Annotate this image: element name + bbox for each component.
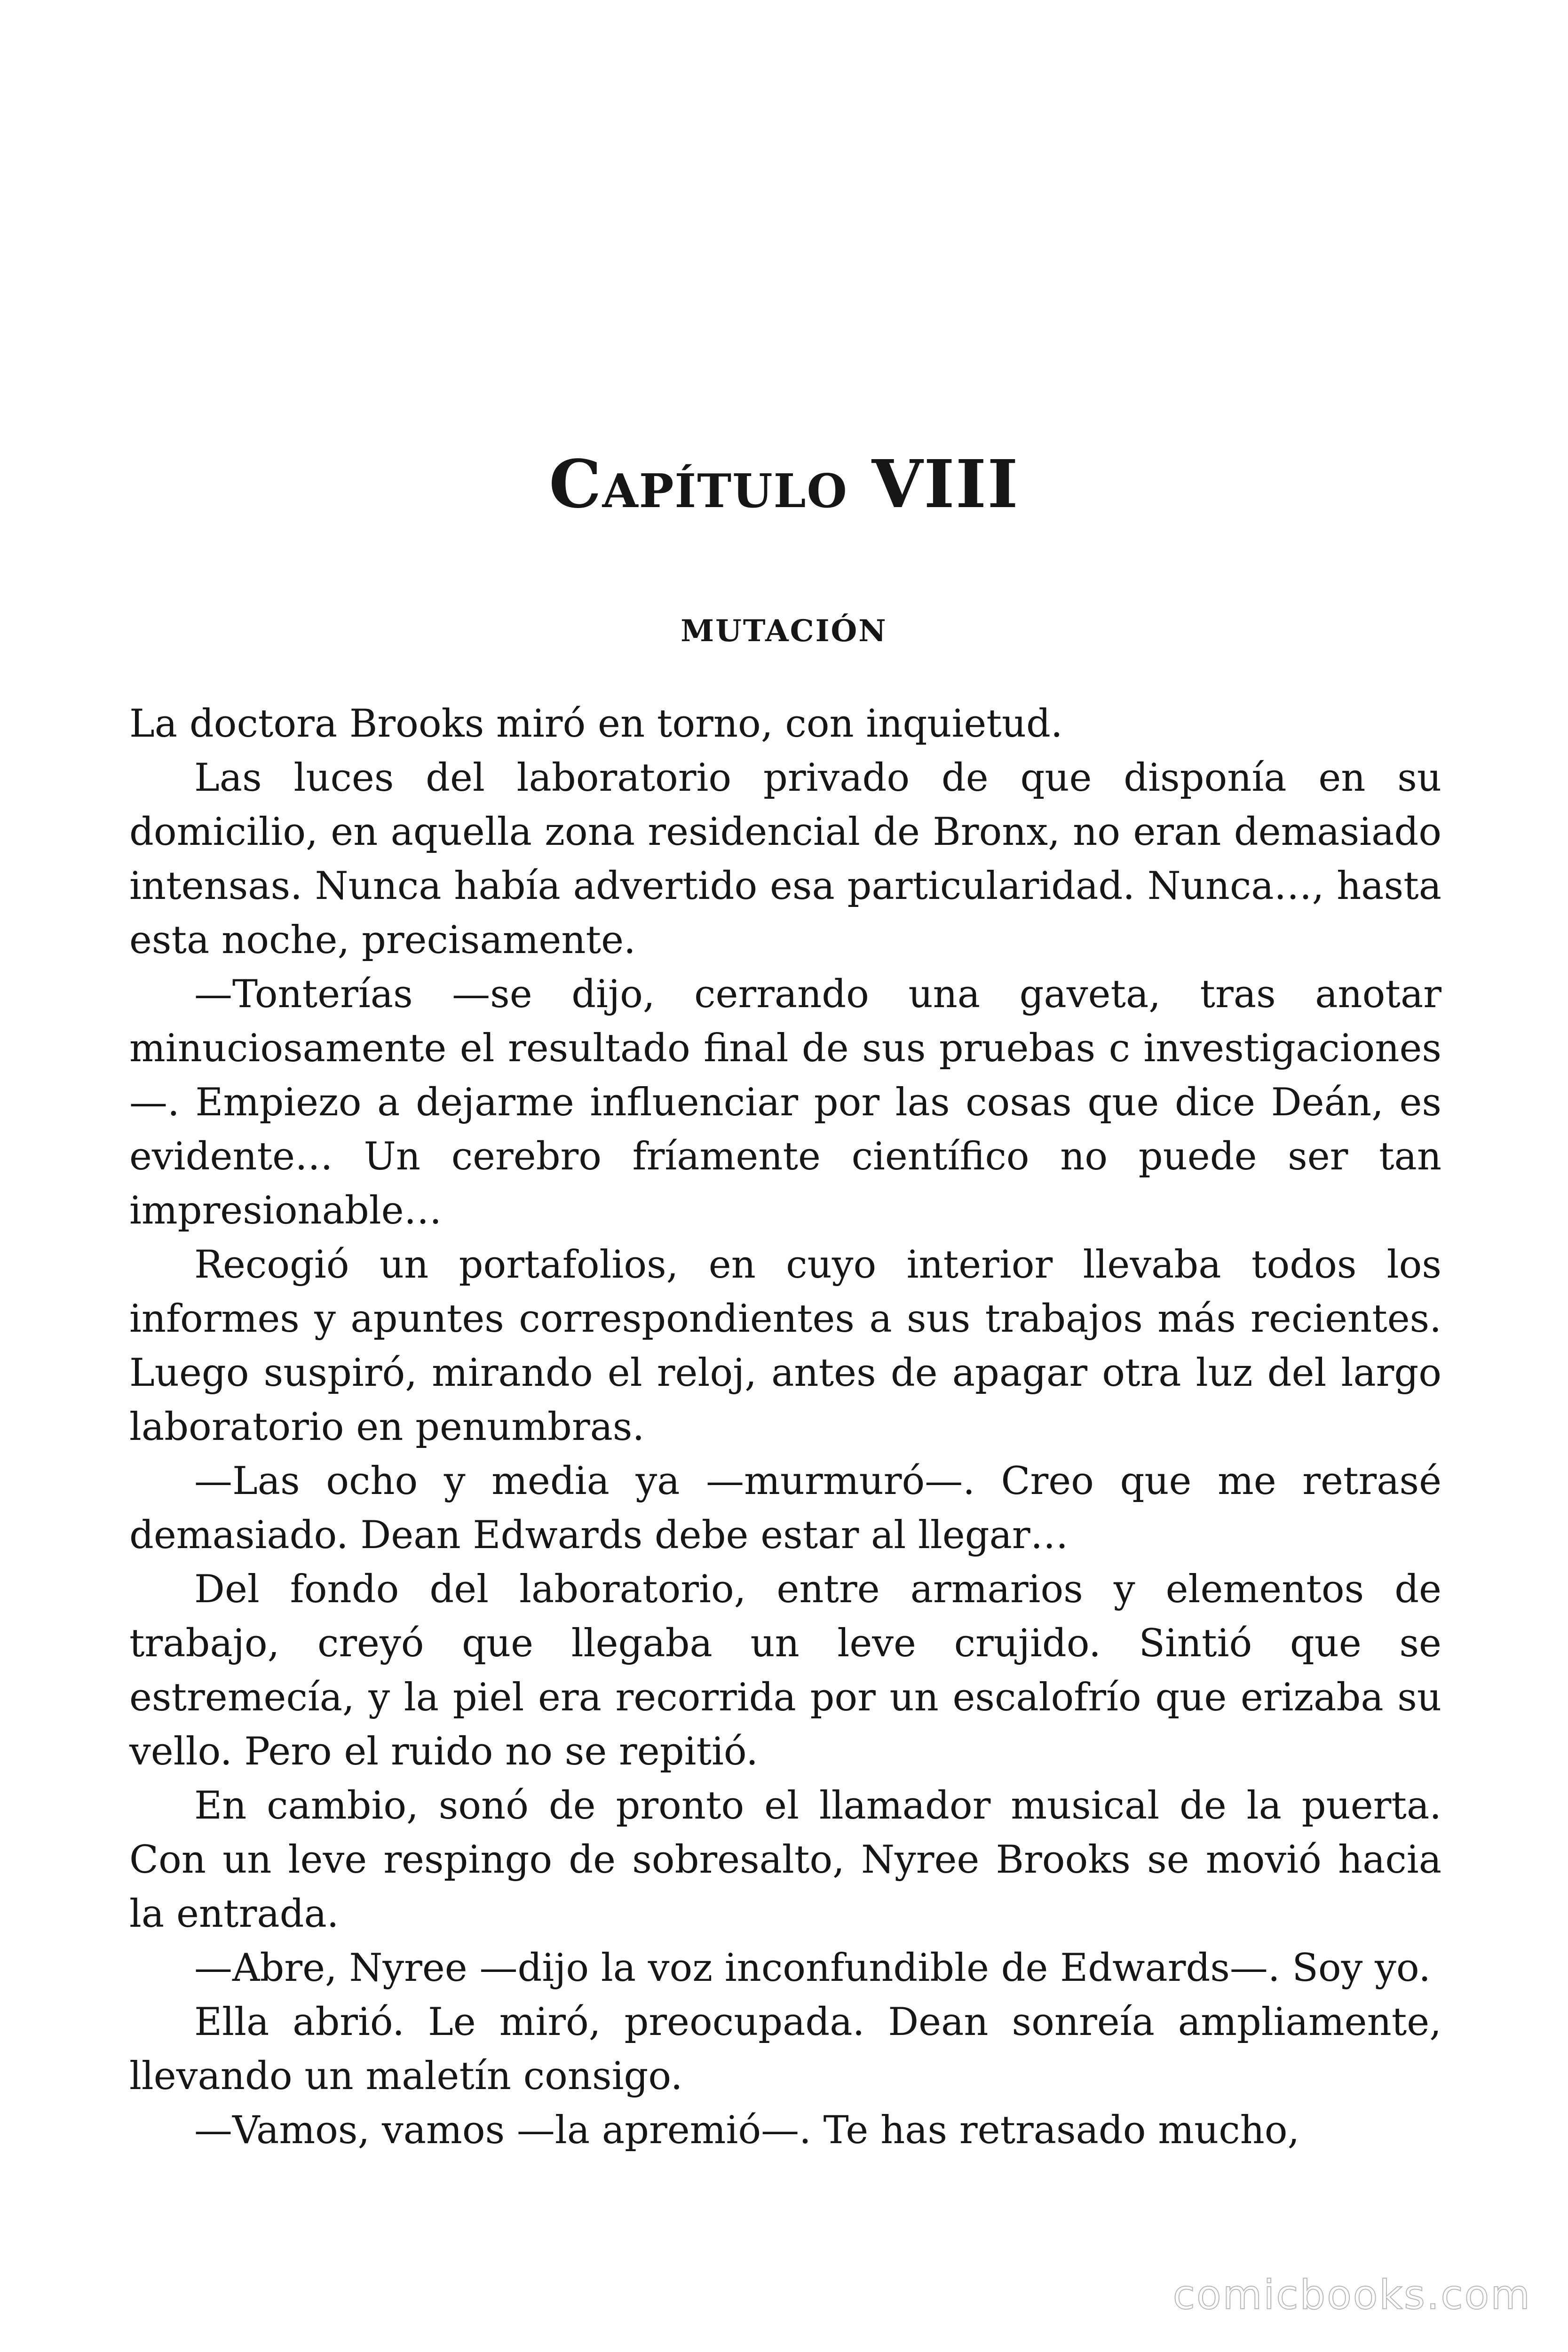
chapter-body xyxy=(129,697,1441,2158)
paragraph: En cambio, sonó de pronto el llamador musical de la puerta. Con un leve respingo de sobresalto, Nyree Brooks se movió hacia la entrada. xyxy=(129,1784,1441,1936)
paragraph: Recogió un portafolios, en cuyo interior llevaba todos los informes y apuntes correspondientes a sus trabajos más recientes. Luego suspiró, mirando el reloj, antes de apagar otra luz del largo laboratorio en penumbras. xyxy=(129,1243,1441,1449)
paragraph: —Las ocho y media ya —murmuró—. Creo que me retrasé demasiado. Dean Edwards debe estar al llegar… xyxy=(129,1459,1441,1557)
paragraph: —Vamos, vamos —la apremió—. Te has retrasado mucho, xyxy=(194,2108,1300,2153)
paragraph: La doctora Brooks miró en torno, con inquietud. xyxy=(129,702,1063,746)
paragraph: Del fondo del laboratorio, entre armarios y elementos de trabajo, creyó que llegaba un leve crujido. Sintió que se estremecía, y la piel era recorrida por un escalofrío que erizaba su vello. Pero el ruido no se repitió. xyxy=(129,1567,1441,1774)
chapter-title: Capítulo VIII xyxy=(549,446,1019,523)
paragraph: Las luces del laboratorio privado de que disponía en su domicilio, en aquella zona residencial de Bronx, no eran demasiado intensas. Nunca había advertido esa particularidad. Nunca…, hasta esta noche, precisamente. xyxy=(129,756,1441,962)
section-title: MUTACIÓN xyxy=(681,613,887,649)
paragraph: —Tonterías —se dijo, cerrando una gaveta, tras anotar minuciosamente el resultado final de sus pruebas c investigaciones —. Empiezo a dejarme influenciar por las cosas que dice Deán, es evidente… Un cerebro fríamente científico no puede ser tan impresionable… xyxy=(129,972,1441,1233)
paragraph: Ella abrió. Le miró, preocupada. Dean sonreía ampliamente, llevando un maletín consigo. xyxy=(129,2000,1441,2098)
paragraph: —Abre, Nyree —dijo la voz inconfundible de Edwards—. Soy yo. xyxy=(194,1946,1431,1990)
watermark: comicbooks.com xyxy=(1172,2272,1531,2319)
